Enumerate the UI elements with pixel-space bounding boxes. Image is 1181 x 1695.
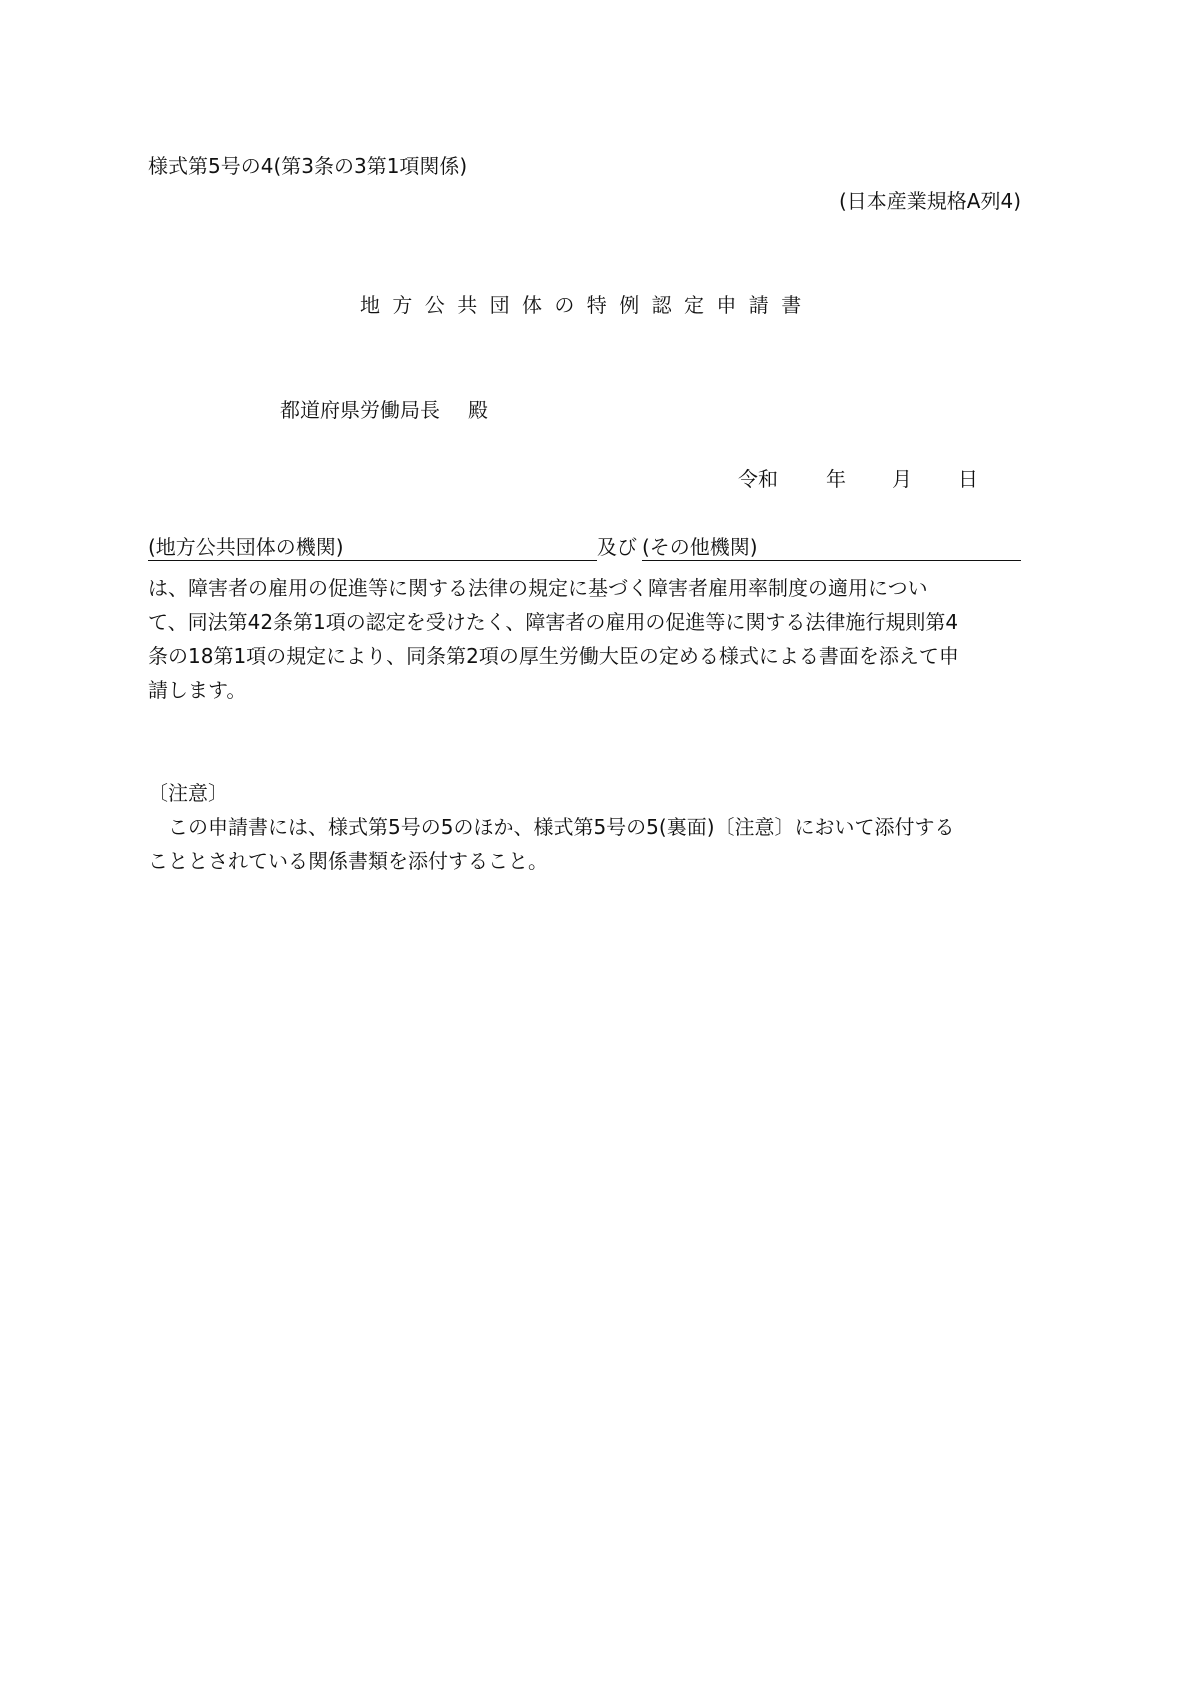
- applicant-other-organ-field[interactable]: [642, 537, 1021, 561]
- applicant-other-organ-label: (その他機関): [642, 535, 758, 559]
- body-text-line: て、同法第42条第1項の認定を受けたく、障害者の雇用の促進等に関する法律施行規則第4: [148, 610, 959, 634]
- paper-size-note: (日本産業規格A列4): [838, 189, 1021, 213]
- date-era: 令和: [738, 467, 778, 491]
- addressee: [280, 400, 488, 420]
- applicant-conjunction: 及び: [597, 535, 637, 559]
- document-title: 地方公共団体の特例認定申請書: [360, 293, 814, 317]
- date-line: [738, 469, 978, 489]
- applicant-local-government-field[interactable]: [148, 537, 597, 561]
- body-text-line: 請します。: [148, 678, 247, 702]
- date-year-label: 年: [826, 467, 846, 491]
- date-day-label: 日: [958, 467, 978, 491]
- addressee-name: 都道府県労働局長: [280, 398, 440, 422]
- applicant-row: [148, 537, 1021, 561]
- date-month-label: 月: [892, 467, 912, 491]
- applicant-local-government-label: (地方公共団体の機関): [148, 535, 344, 559]
- notes-heading: 〔注意〕: [148, 781, 228, 805]
- notes-text-line: こととされている関係書類を添付すること。: [148, 849, 548, 873]
- form-number: 様式第5号の4(第3条の3第1項関係): [148, 154, 468, 178]
- notes-text-line: この申請書には、様式第5号の5のほか、様式第5号の5(裏面)〔注意〕において添付する: [148, 815, 955, 839]
- body-text-line: は、障害者の雇用の促進等に関する法律の規定に基づく障害者雇用率制度の適用につい: [148, 576, 928, 600]
- addressee-honorific: 殿: [468, 398, 488, 422]
- body-text-line: 条の18第1項の規定により、同条第2項の厚生労働大臣の定める様式による書面を添えて申: [148, 644, 959, 668]
